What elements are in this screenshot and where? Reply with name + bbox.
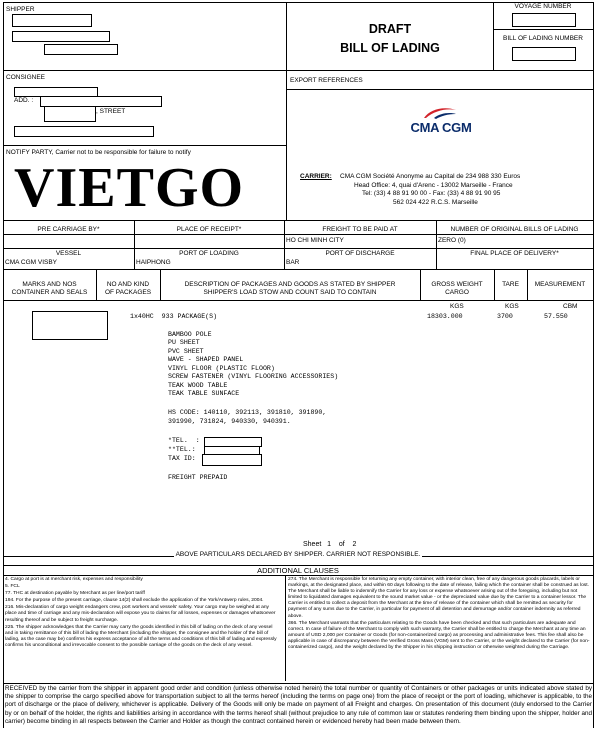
meas-value: 57.550 [544, 313, 568, 320]
consignee-street: , STREET [96, 108, 126, 115]
right-clauses [288, 577, 590, 651]
additional-title: ADDITIONAL CLAUSES [257, 566, 339, 575]
consignee-add-label: ADD. : [14, 97, 34, 104]
vietgo-watermark: VIETGO [14, 157, 245, 219]
declared-span: ABOVE PARTICULARS DECLARED BY SHIPPER. CARRIER NOT RESPONSIBLE. [175, 551, 421, 558]
marks-label-1: MARKS AND NOS [22, 281, 77, 288]
tax-id: TAX ID: [168, 455, 196, 462]
received-text: RECEIVED by the carrier from the shipper in apparent good order and condition (unless otherwise noted herein) the total number or quantity of Containers or other packages or units indicated above stated by the shipper to comprise the cargo specified above for transportation subject to all the terms hereof (including the terms on page one) from the place of receipt or the port of loading, whichever is applicable, to the port of discharge or the place of delivery, whichever is applicable. Delivery of the Goods will only be made on payment of all Freight and charges. On presentation of this document (duly endorsed to the Carrier by or on behalf of the holder, the rights and liabilities arising in accordance with the terms hereof shall (without prejudice to any rule of common law or statutes rendering them binding upon the shipper, holder and carrier) become binding in all respects between the Carrier and Holder as though the contract contained herein or evidenced hereby had been made between them. [5, 685, 592, 725]
desc-line-3: PVC SHEET [168, 348, 204, 355]
voyage-label: VOYAGE NUMBER [514, 3, 572, 10]
port-discharge-label: PORT OF DISCHARGE [325, 250, 395, 257]
kind-label-2: OF PACKAGES [104, 289, 152, 296]
place-receipt-label: PLACE OF RECEIPT* [176, 226, 242, 233]
desc-line-6: SCREW FASTENER (VINYL FLOORING ACCESSORIES) [168, 373, 339, 380]
desc-line-5: VINYL FLOOR (PLASTIC FLOOR) [168, 365, 275, 372]
title-bill-of-lading: BILL OF LADING [340, 41, 440, 55]
port-discharge-value: BAR [286, 259, 300, 266]
originals-label: NUMBER OF ORIGINAL BILLS OF LADING [450, 226, 579, 233]
consignee-city-redaction [14, 126, 154, 137]
desc-line-4: WAVE - SHAPED PANEL [168, 356, 244, 363]
clause-5: 5. FCL [5, 584, 20, 590]
gross-unit: KGS [450, 303, 464, 310]
bl-number-redaction [512, 47, 576, 61]
sheet-total: 2 [352, 541, 357, 548]
gross-value: 18303.000 [427, 313, 463, 320]
hs-line-2: 391990, 731824, 940330, 940391. [168, 418, 291, 425]
carrier-label: CARRIER: [300, 173, 332, 180]
shipper-label: SHIPPER [6, 6, 35, 13]
qty-line: 1x40HC 933 PACKAGE(S) [130, 313, 218, 320]
shipper-address-redaction [12, 31, 110, 42]
notify-label: NOTIFY PARTY, Carrier not to be responsible for failure to notify [6, 149, 191, 156]
clause-274: 274. The Merchant is responsible for returning any empty container, with interior clean, free of any dangerous goods placards, labels or markings, at the designated place, and within 60 days following to the date of release, failing which the container shall be construed as lost. The Merchant shall be liable to indemnify the Carrier for any loss or expense whatsoever arising out of the foregoing, including but not limited to liquidated damages equivalent to the sound market value - or the depreciated value due by the Carrier to a container lessor. The Carrier is entitled to collect a deposit from the Merchant at the time of release of the container which shall be remitted as security for payment of any sums due to the Carrier, in particular for payment of all detention and demurrage and/or container indemnity as referred above. [288, 577, 589, 619]
final-delivery-label: FINAL PLACE OF DELIVERY* [470, 250, 559, 257]
carrier-line-4: 562 024 422 R.C.S. Marseille [393, 199, 478, 206]
meas-unit: CBM [563, 303, 578, 310]
voyage-value-redaction [512, 13, 576, 27]
left-clauses [5, 577, 280, 649]
desc-line-1: BAMBOO POLE [168, 331, 212, 338]
desc-line-8: TEAK TABLE SUNFACE [168, 390, 240, 397]
consignee-label: CONSIGNEE [6, 74, 46, 81]
freight-terms: FREIGHT PREPAID [168, 474, 228, 481]
export-refs-label: EXPORT REFERENCES [290, 77, 363, 84]
tare-label: TARE [502, 281, 519, 288]
gross-label-1: GROSS WEIGHT [431, 281, 483, 288]
mid-divider [286, 2, 287, 220]
vessel-label: VESSEL [55, 250, 82, 257]
sheet-word: Sheet [303, 541, 322, 548]
carrier-line-1: CMA CGM Société Anonyme au Capital de 234 988 330 Euros [340, 173, 521, 180]
clause-225: 225. The shipper acknowledges that the Carrier may carry the goods identified in this bill of lading on the deck of any vessel and in taking remittance of this bill of lading the Merchant (including the shipper, the consignee and the holder of the bill of lading, as the case may be) confirms his express acceptance of all the terms and conditions of this bill of lading and expressly confirms his unconditional and irrevocable consent to the possible carriage of the goods on the deck of any vessel. [5, 624, 277, 648]
left-border [3, 2, 4, 728]
tare-unit: KGS [505, 303, 519, 310]
clause-366: 366. The Merchant warrants that the particulars relating to the Goods have been checked and that such particulars are adequate and correct. In case of failure of the Merchant to comply with such warranty, the Carrier shall be entitled to charge the Merchant at any time an amount of USD 2,000 per Container or Goods (for non-containerized cargo) as processing and administrative fees. This fee shall also be applicable in case of discrepancy between the Verified Gross Mass (VGM) sent to the Carrier, or the weight declared to the Carrier (for non-containerized cargo), and the weight declared by the Shipper in his shipping instruction or otherwise weighted during the Carriage. [288, 620, 590, 651]
clause-216: 216. Mis-declaration of cargo weight endangers crew, port workers and vessels' safety. Your cargo may be weighed at any place and time of carriage and any mis-declaration will expose you to claims for all losses, expenses or damages whatsoever resulting thereof and be subject to freight surcharge. [5, 605, 276, 623]
clause-4: 4. Cargo at port is at merchant risk, expenses and responsibility [5, 577, 143, 582]
tax-id-redaction [202, 454, 262, 466]
consignee-street-redaction [44, 106, 96, 122]
pre-carriage-label: PRE CARRIAGE BY* [37, 226, 100, 233]
tel-2: **TEL.: [168, 446, 196, 453]
title-draft: DRAFT [368, 22, 412, 36]
desc-label-2: SHIPPER'S LOAD STOW AND COUNT SAID TO CONTAIN [203, 289, 377, 296]
bl-number-label: BILL OF LADING NUMBER [503, 35, 583, 42]
cma-cgm-logo-icon [410, 106, 470, 120]
marks-label-2: CONTAINER AND SEALS [11, 289, 88, 296]
port-loading-value: HAIPHONG [136, 259, 171, 266]
originals-value: ZERO (0) [438, 237, 466, 244]
kind-label-1: NO AND KIND [106, 281, 150, 288]
port-loading-label: PORT OF LOADING [179, 250, 239, 257]
freight-paid-label: FREIGHT TO BE PAID AT [322, 226, 398, 233]
sheet-number: 1 [327, 541, 332, 548]
desc-line-2: PU SHEET [168, 339, 200, 346]
desc-label-1: DESCRIPTION OF PACKAGES AND GOODS AS STATED BY SHIPPER [184, 281, 396, 288]
carrier-line-3: Tel: (33) 4 88 91 90 00 - Fax: (33) 4 88 91 90 95 [362, 190, 501, 197]
right-border [593, 2, 594, 728]
logo-text: CMA CGM [410, 120, 472, 135]
hs-line-1: HS CODE: 140110, 392113, 391810, 391890, [168, 409, 327, 416]
sheet-of: of [338, 541, 345, 548]
declared-text [3, 551, 593, 559]
tare-value: 3700 [497, 313, 513, 320]
container-number-redaction [32, 311, 108, 340]
gross-label-2: CARGO [445, 289, 469, 296]
meas-label: MEASUREMENT [534, 281, 586, 288]
tel-1: *TEL. : [168, 437, 200, 444]
freight-paid-value: HO CHI MINH CITY [286, 237, 344, 244]
clause-77: 77. THC at destination payable by Merchant as per line/port tariff [5, 591, 145, 597]
vessel-value: CMA CGM VISBY [5, 259, 58, 266]
clause-194: 194. For the purpose of the present carriage, clause 14(2) shall exclude the application of the York/Antwerp rules, 2004. [5, 598, 264, 604]
desc-line-7: TEAK WOOD TABLE [168, 382, 228, 389]
carrier-line-2: Head Office: 4, quai d'Arenc - 13002 Marseille - France [354, 182, 513, 189]
shipper-city-redaction [44, 44, 118, 55]
shipper-name-redaction [12, 14, 92, 27]
sheet-label [303, 541, 356, 549]
